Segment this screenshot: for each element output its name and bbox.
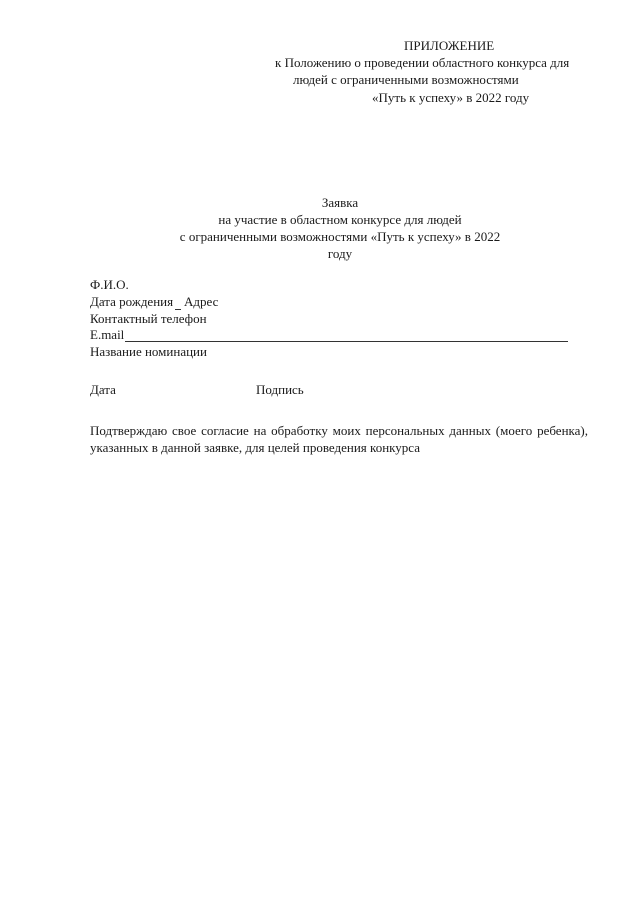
birthdate-label: Дата рождения [90, 294, 174, 309]
consent-line-1: Подтверждаю свое согласие на обработку моих персональных данных (моего ребенка), [90, 423, 588, 438]
application-heading-line-2: на участие в областном конкурсе для людей [218, 212, 462, 227]
application-heading-line-3: с ограниченными возможностями «Путь к успеху» в 2022 [179, 229, 501, 244]
birthdate-blank-line [175, 309, 181, 310]
email-label: E.mail [90, 327, 125, 342]
application-heading-line-4: году [327, 246, 353, 261]
appendix-line-1: к Положению о проведении областного конкурса для [275, 55, 570, 70]
nomination-label: Название номинации [90, 344, 207, 359]
application-title: Заявка [321, 195, 359, 210]
appendix-line-3: «Путь к успеху» в 2022 году [372, 90, 530, 105]
fio-label: Ф.И.О. [90, 277, 129, 292]
appendix-title: ПРИЛОЖЕНИЕ [404, 38, 495, 53]
signature-label: Подпись [256, 382, 304, 397]
appendix-line-2: людей с ограниченными возможностями [293, 72, 519, 87]
email-blank-line [125, 341, 568, 342]
phone-label: Контактный телефон [90, 311, 207, 326]
address-label: Адрес [184, 294, 219, 309]
date-label: Дата [90, 382, 116, 397]
consent-line-2: указанных в данной заявке, для целей проведения конкурса [90, 440, 420, 455]
